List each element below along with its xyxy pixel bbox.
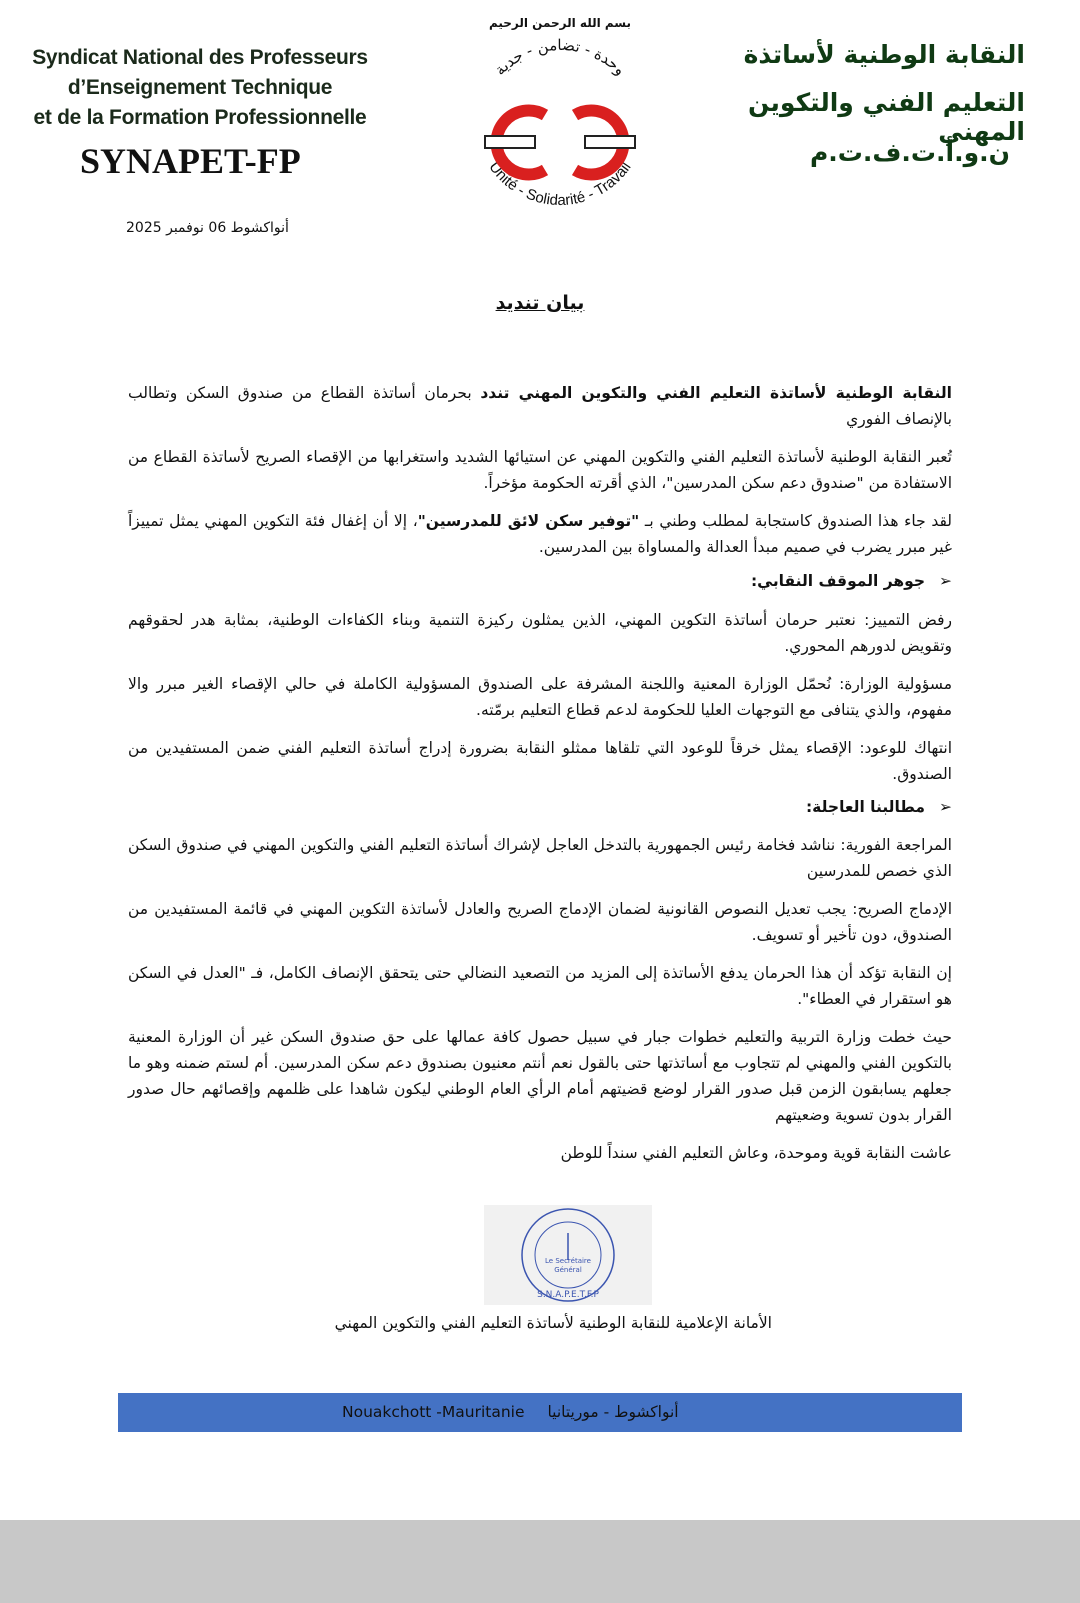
intro-bold: النقابة الوطنية لأساتذة التعليم الفني والتكوين المهني تندد (480, 384, 952, 402)
svg-text:وحدة - تضامن - جدية: وحدة - تضامن - جدية (490, 35, 630, 79)
p3-bold: "توفير سكن لائق للمدرسين" (417, 512, 640, 530)
french-name-line-3: et de la Formation Professionnelle (33, 106, 367, 129)
section-heading-demands (806, 798, 952, 816)
paragraph-escalation: إن النقابة تؤكد أن هذا الحرمان يدفع الأساتذة إلى المزيد من التصعيد النضالي حتى يتحقق الإنصاف الكامل، فـ "العدل في السكن هو استقرار في العطاء". (128, 964, 952, 1008)
paragraph-immediate-review: المراجعة الفورية: نناشد فخامة رئيس الجمهورية بالتدخل العاجل لإشراك أساتذة التعليم الفني والتكوين المهني في صندوق السكن الذي خصص للمدرسين (128, 836, 952, 880)
french-name-line-2: d’Enseignement Technique (67, 76, 333, 99)
paragraph-intro (128, 380, 952, 432)
svg-text:Le Secrétaire: Le Secrétaire (545, 1257, 591, 1265)
p3-text-b: ، إلا أن إغفال فئة التكوين المهني يمثل تمييزاً غير مبرر يضرب في صميم مبدأ العدالة والمساواة بين المدرسين. (128, 512, 952, 556)
svg-text:Général: Général (554, 1266, 582, 1274)
paragraph-explicit-inclusion: الإدماج الصريح: يجب تعديل النصوص القانونية لضمان الإدماج الصريح والعادل لأساتذة التكوين المهني في قائمة المستفيدين من الصندوق، دون تأخير أو تسويف. (128, 900, 952, 944)
arrow-bullet-icon: ➢ (939, 572, 952, 590)
svg-text:Unité - Solidarité - Travail: Unité - Solidarité - Travail (485, 158, 635, 210)
paragraph-3 (128, 508, 952, 560)
basmala: بسم الله الرحمن الرحيم (488, 16, 632, 30)
footer-french: Nouakchott -Mauritanie (342, 1403, 525, 1421)
intro-rest: بحرمان أساتذة القطاع من صندوق السكن وتطالب بالإنصاف الفوري (128, 384, 952, 428)
arabic-name-line-3: ن.و.أ.ت.ف.ت.م (809, 138, 1010, 167)
arabic-name-line-1: النقابة الوطنية لأساتذة (743, 40, 1025, 69)
document-title: بيان تنديد (495, 292, 585, 314)
footer-bar (118, 1393, 962, 1432)
arrow-bullet-icon: ➢ (939, 798, 952, 816)
paragraph-broken-promises: انتهاك للوعود: الإقصاء يمثل خرقاً للوعود التي تلقاها ممثلو النقابة بضرورة إدراج أساتذة التعليم الفني ضمن المستفيدين من الصندوق. (128, 739, 952, 783)
signature-line: الأمانة الإعلامية للنقابة الوطنية لأساتذة التعليم الفني والتكوين المهني (334, 1314, 772, 1332)
p3-text-a: لقد جاء هذا الصندوق كاستجابة لمطلب وطني بـ (639, 512, 953, 530)
paragraph-2: تُعبر النقابة الوطنية لأساتذة التعليم الفني والتكوين المهني عن استيائها الشديد واستغرابها من الإقصاء الصريح لأساتذة القطاع من الاستفادة من "صندوق دعم سكن المدرسين"، الذي أقرته الحكومة مؤخراً. (128, 448, 952, 492)
page-bottom-margin (0, 1520, 1080, 1603)
acronym: SYNAPET-FP (80, 141, 301, 181)
paragraph-reject-discrimination: رفض التمييز: نعتبر حرمان أساتذة التكوين المهني، الذين يمثلون ركيزة التنمية وبناء الكفاءات الوطنية، بمثابة هدر لحقوقهم وتقويض لدورهم المحوري. (128, 611, 952, 655)
section-heading-position (751, 572, 952, 590)
heading-text: جوهر الموقف النقابي: (750, 572, 925, 590)
paragraph-ministry-steps: حيث خطت وزارة التربية والتعليم خطوات جبار في سبيل حصول كافة عمالها على حق صندوق السكن غير أن الوزارة المعنية بالتكوين الفني والمهني لم تتجاوب مع أساتذتها حتى بالقول نعم أنتم معنيون بصندوق دعم سكن المدرسين. أم لستم ضمنه وهو ما جعلهم يسابقون الزمن قبل صدور القرار لوضع قضيتهم أمام الرأي العام الوطني ليكون شاهدا على ظلمهم وإقصائهم حال صدور القرار بدون تسوية وضعيتهم (128, 1028, 952, 1124)
paragraph-ministry-responsibility: مسؤولية الوزارة: نُحمّل الوزارة المعنية واللجنة المشرفة على الصندوق المسؤولية الكاملة في حالي الإقصاء الغير مبرر والا مفهوم، والذي يتنافى مع التوجهات العليا للحكومة لدعم قطاع التعليم برمّته. (128, 675, 952, 719)
heading-text: مطالبنا العاجلة: (805, 798, 925, 816)
document-date: أنواكشوط 06 نوفمبر 2025 (126, 220, 289, 236)
stamp-seal-icon (484, 1205, 652, 1305)
svg-text:S.N.A.P.E.T.F.P: S.N.A.P.E.T.F.P (537, 1290, 599, 1300)
paragraph-closing: عاشت النقابة قوية وموحدة، وعاش التعليم الفني سنداً للوطن (560, 1144, 952, 1162)
footer-arabic: أنواكشوط - موريتانيا (547, 1403, 679, 1421)
arabic-name-line-2: التعليم الفني والتكوين المهني (748, 88, 1025, 146)
stamp-image (484, 1205, 652, 1305)
union-logo (455, 10, 665, 220)
footer-text (342, 1403, 679, 1421)
gears-wrench-icon (455, 10, 665, 220)
french-name-line-1: Syndicat National des Professeurs (32, 46, 368, 69)
